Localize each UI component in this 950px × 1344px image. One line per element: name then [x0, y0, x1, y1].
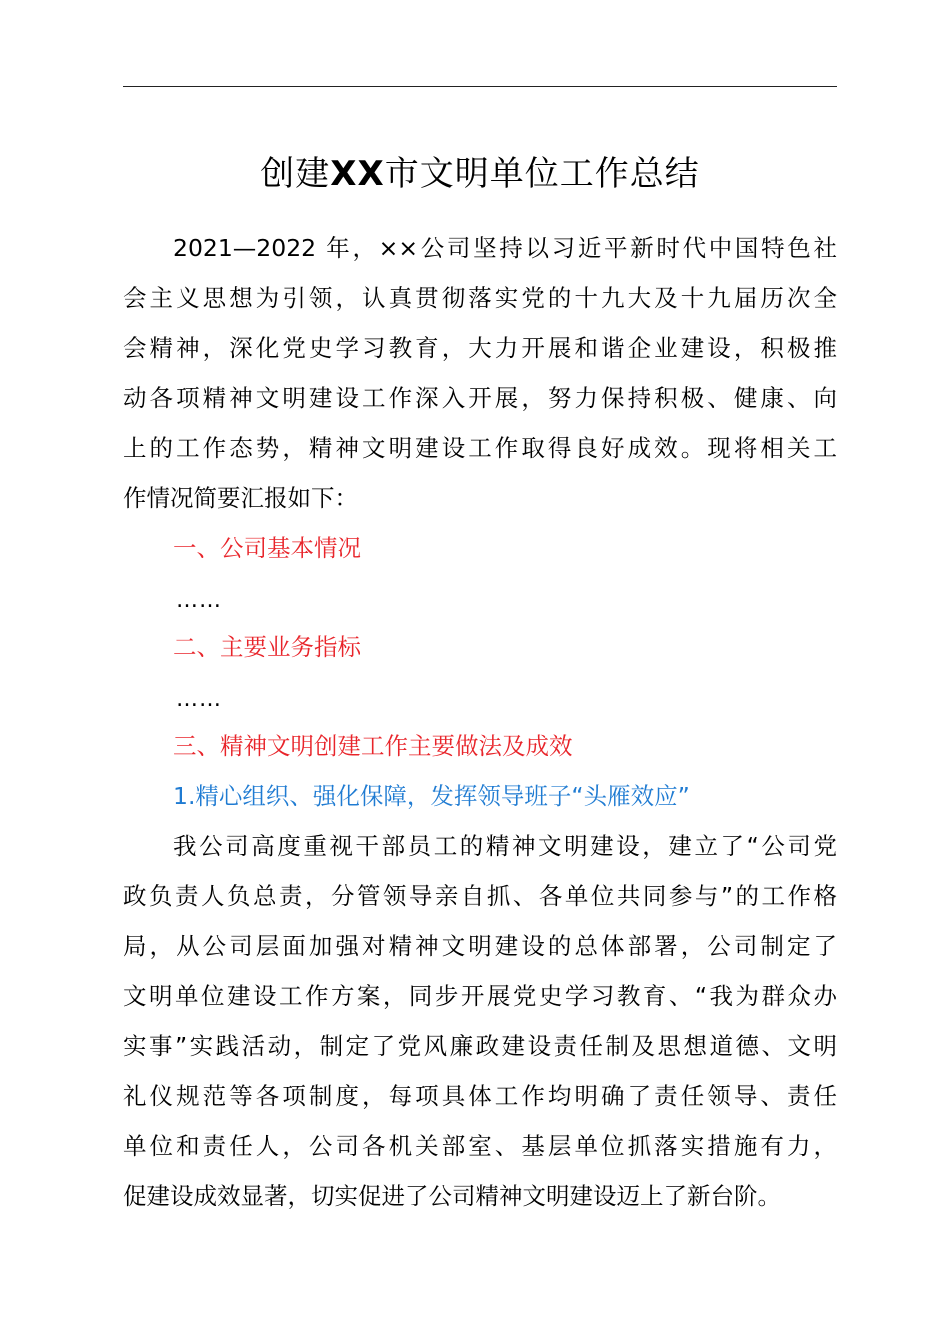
intro-line: 会精神，深化党史学习教育，大力开展和谐企业建设，积极推 — [123, 334, 837, 362]
section-heading-basic-info: 一、公司基本情况 — [173, 534, 361, 562]
section-ellipsis: …… — [176, 588, 222, 613]
intro-line: 作情况简要汇报如下： — [123, 484, 358, 512]
body-line: 我公司高度重视干部员工的精神文明建设，建立了“公司党 — [173, 832, 837, 860]
body-line: 政负责人负总责，分管领导亲自抓、各单位共同参与”的工作格 — [123, 882, 837, 910]
document-title — [123, 148, 837, 200]
title-suffix: 市文明单位工作总结 — [384, 154, 700, 194]
body-line: 文明单位建设工作方案，同步开展党史学习教育、“我为群众办 — [123, 982, 837, 1010]
section-heading-practices: 三、精神文明创建工作主要做法及成效 — [173, 732, 573, 760]
subsection-heading: 1.精心组织、强化保障，发挥领导班子“头雁效应” — [173, 782, 690, 810]
intro-line: 动各项精神文明建设工作深入开展，努力保持积极、健康、向 — [123, 384, 837, 412]
header-rule — [123, 86, 837, 87]
body-line: 局，从公司层面加强对精神文明建设的总体部署，公司制定了 — [123, 932, 837, 960]
body-line: 礼仪规范等各项制度，每项具体工作均明确了责任领导、责任 — [123, 1082, 837, 1110]
body-line: 单位和责任人，公司各机关部室、基层单位抓落实措施有力， — [123, 1132, 837, 1160]
title-prefix: 创建 — [260, 154, 331, 194]
section-heading-business-indicators: 二、主要业务指标 — [173, 633, 361, 661]
intro-line: 2021—2022 年，××公司坚持以习近平新时代中国特色社 — [173, 234, 837, 262]
body-line: 实事”实践活动，制定了党风廉政建设责任制及思想道德、文明 — [123, 1032, 837, 1060]
section-ellipsis: …… — [176, 687, 222, 712]
title-xx: XX — [330, 154, 385, 194]
intro-line: 上的工作态势，精神文明建设工作取得良好成效。现将相关工 — [123, 434, 837, 462]
body-line: 促建设成效显著，切实促进了公司精神文明建设迈上了新台阶。 — [123, 1182, 781, 1210]
intro-line: 会主义思想为引领，认真贯彻落实党的十九大及十九届历次全 — [123, 284, 837, 312]
